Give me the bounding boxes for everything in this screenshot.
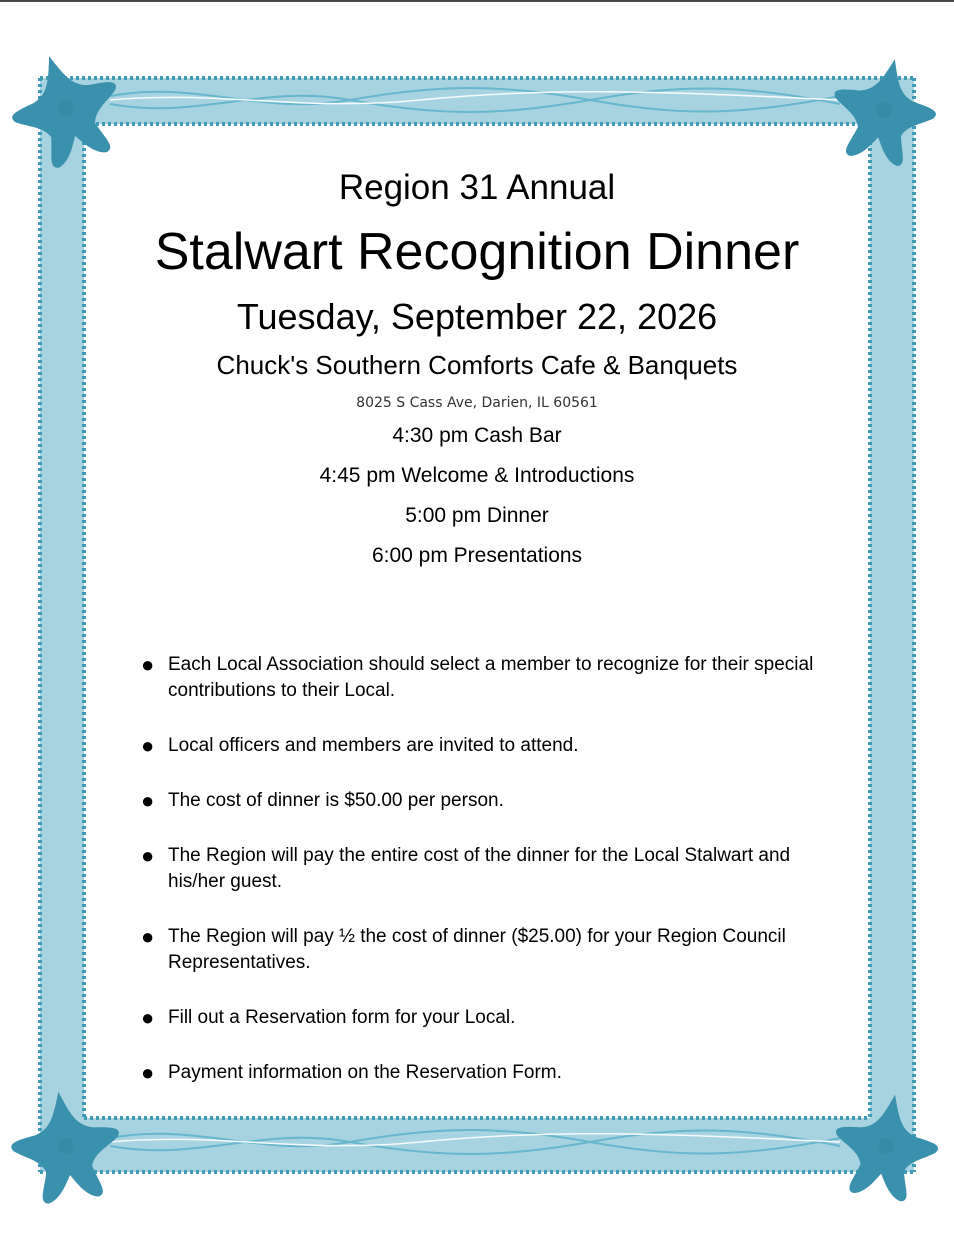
schedule-list	[100, 424, 854, 568]
bullet-icon: ●	[141, 924, 155, 949]
list-item	[140, 788, 840, 814]
list-item-text: Fill out a Reservation form for your Local.	[168, 1007, 516, 1028]
list-item-text: Each Local Association should select a member to recognize for their special contributions to their Local.	[168, 654, 814, 701]
list-item	[140, 733, 840, 759]
bullet-icon: ●	[141, 733, 155, 758]
list-item-text: Payment information on the Reservation Form.	[168, 1062, 562, 1083]
header-block	[100, 160, 854, 584]
event-address: 8025 S Cass Ave, Darien, IL 60561	[356, 395, 598, 411]
bullet-icon: ●	[141, 843, 155, 868]
schedule-item: 6:00 pm Presentations	[371, 544, 583, 567]
bullet-icon: ●	[141, 1060, 155, 1085]
list-item-text: Local officers and members are invited to attend.	[168, 735, 579, 756]
list-item-text: The cost of dinner is $50.00 per person.	[168, 790, 504, 811]
event-venue: Chuck's Southern Comforts Cafe & Banquets	[216, 350, 738, 380]
list-item-text: The Region will pay ½ the cost of dinner ($25.00) for your Region Council Representatives.	[168, 926, 786, 973]
event-date: Tuesday, September 22, 2026	[236, 296, 718, 337]
schedule-item: 4:45 pm Welcome & Introductions	[319, 464, 635, 487]
bullet-icon: ●	[141, 1005, 155, 1030]
bullet-icon: ●	[141, 652, 155, 677]
list-item	[140, 1005, 840, 1031]
schedule-item: 4:30 pm Cash Bar	[392, 424, 562, 447]
list-item-text: The Region will pay the entire cost of the dinner for the Local Stalwart and his/her guest.	[168, 845, 791, 892]
list-item	[140, 652, 840, 704]
bullet-icon: ●	[141, 788, 155, 813]
info-bullet-list	[140, 652, 840, 1115]
event-subtitle: Region 31 Annual	[338, 168, 616, 207]
list-item	[140, 924, 840, 976]
list-item	[140, 843, 840, 895]
schedule-item: 5:00 pm Dinner	[405, 504, 549, 527]
list-item	[140, 1060, 840, 1086]
event-title: Stalwart Recognition Dinner	[154, 223, 800, 281]
